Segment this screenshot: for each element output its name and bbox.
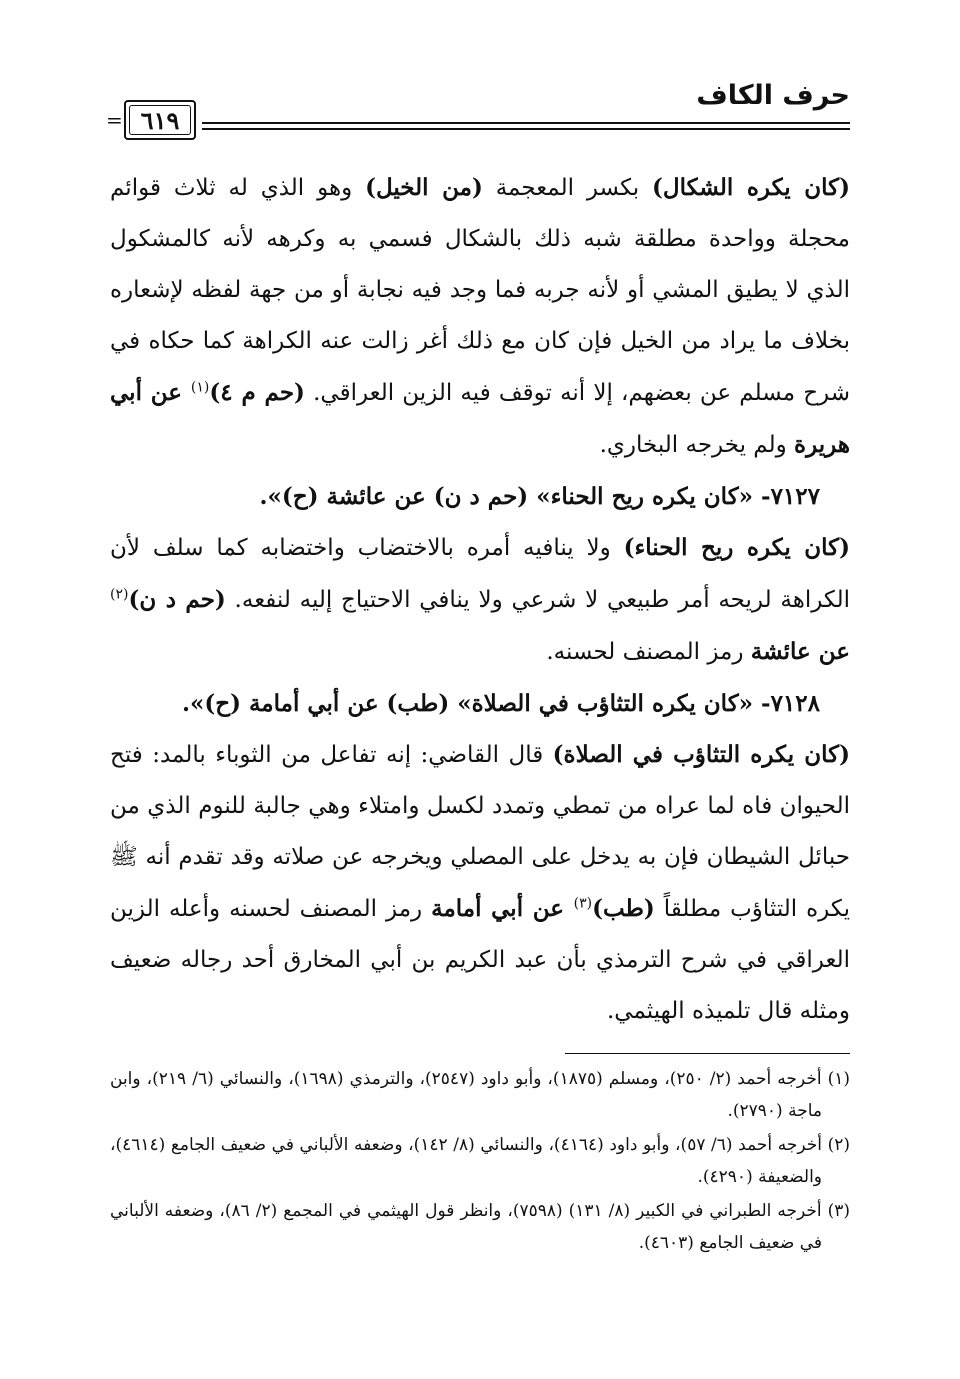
narrator: عن عائشة [750,638,850,665]
hadith-entry-7127: ٧١٢٧- «كان يكره ريح الحناء» (حم د ن) عن عائشة (ح)». [259,483,820,510]
text-run: بكسر المعجمة [482,175,653,201]
footnotes [110,1063,850,1261]
commentary-paragraph-1 [110,162,850,471]
footnote-2: (٢) أخرجه أحمد (٦/ ٥٧)، وأبو داود (٤١٦٤)، والنسائي (٨/ ١٤٢)، وضعفه الألباني في ضعيف الجامع (٤٦١٤)، والضعيفة (٤٢٩٠). [110,1135,850,1187]
chapter-title: حرف الكاف [696,80,850,111]
hadith-entry-7128: ٧١٢٨- «كان يكره التثاؤب في الصلاة» (طب) عن أبي أمامة (ح)». [181,690,820,717]
lemma: (من الخيل) [365,174,483,201]
text-run: وهو الذي له ثلاث قوائم محجلة وواحدة مطلقة شبه ذلك بالشكال فسمي به وكرهه لأنه كالمشكول الذي لا يطيق المشي أو لأنه جربه فما وجد فيه نجابة أو من جهة لفظه لإشعاره بخلاف ما يراد من الخيل فإن كان مع ذلك أغر زالت عنه الكراهة كما حكاه في شرح مسلم عن بعضهم، إلا أنه توقف فيه الزين العراقي. [110,175,851,406]
footnote-ref: (٢) [110,586,129,603]
lemma: (كان يكره التثاؤب في الصلاة) [552,741,850,768]
header-ornament: = [106,108,123,132]
header-rule-top [202,122,850,124]
page-header [106,80,850,140]
text-run: قال القاضي: إنه تفاعل من الثوباء بالمد: فتح الحيوان فاه لما عراه من تمطي وتمدد لكسل وامتلاء وهي جالبة للنوم الذي من حبائل الشيطان فإن به يدخل على المصلي ويخرجه عن صلاته وقد تقدم أنه ﷺ يكره التثاؤب مطلقاً [110,742,851,922]
text-run: رمز المصنف لحسنه وأعله الزين العراقي في شرح الترمذي بأن عبد الكريم بن أبي المخارق أحد رجاله ضعيف ومثله قال تلميذه الهيثمي. [110,896,850,1024]
text-run: ولم يخرجه البخاري. [599,432,795,458]
lemma: (كان يكره الشكال) [652,174,850,201]
source-code: (طب) [592,895,655,922]
source-code: (حم م ٤) [209,379,305,406]
footnote-3: (٣) أخرجه الطبراني في الكبير (٨/ ١٣١) (٧٥٩٨)، وانظر قول الهيثمي في المجمع (٢/ ٨٦)، وضعفه الألباني في ضعيف الجامع (٤٦٠٣). [110,1201,851,1253]
footnote-1: (١) أخرجه أحمد (٢/ ٢٥٠)، ومسلم (١٨٧٥)، وأبو داود (٢٥٤٧)، والترمذي (١٦٩٨)، والنسائي (٦/ ٢١٩)، وابن ماجة (٢٧٩٠). [110,1069,850,1121]
lemma: (كان يكره ريح الحناء) [623,534,850,561]
footnote-ref: (٣) [573,895,593,912]
page-number-box [124,100,196,140]
footnote-ref: (١) [190,379,210,396]
header-double-rule [202,122,850,132]
source-code: (حم د ن) [128,586,226,613]
text-run: ولا ينافيه أمره بالاختضاب واختضابه كما سلف لأن الكراهة لريحه أمر طبيعي لا شرعي ولا ينافي الاحتياج إليه لنفعه. [110,535,851,613]
narrator: عن أبي هريرة [110,379,850,458]
main-text [110,162,850,1037]
narrator: عن أبي أمامة [431,895,574,922]
footnote-separator [565,1053,850,1054]
commentary-paragraph-2 [110,522,850,678]
page-number: ٦١٩ [140,105,180,135]
header-rule-bottom [202,128,850,130]
commentary-paragraph-3 [110,729,850,1037]
text-run: رمز المصنف لحسنه. [546,639,751,665]
